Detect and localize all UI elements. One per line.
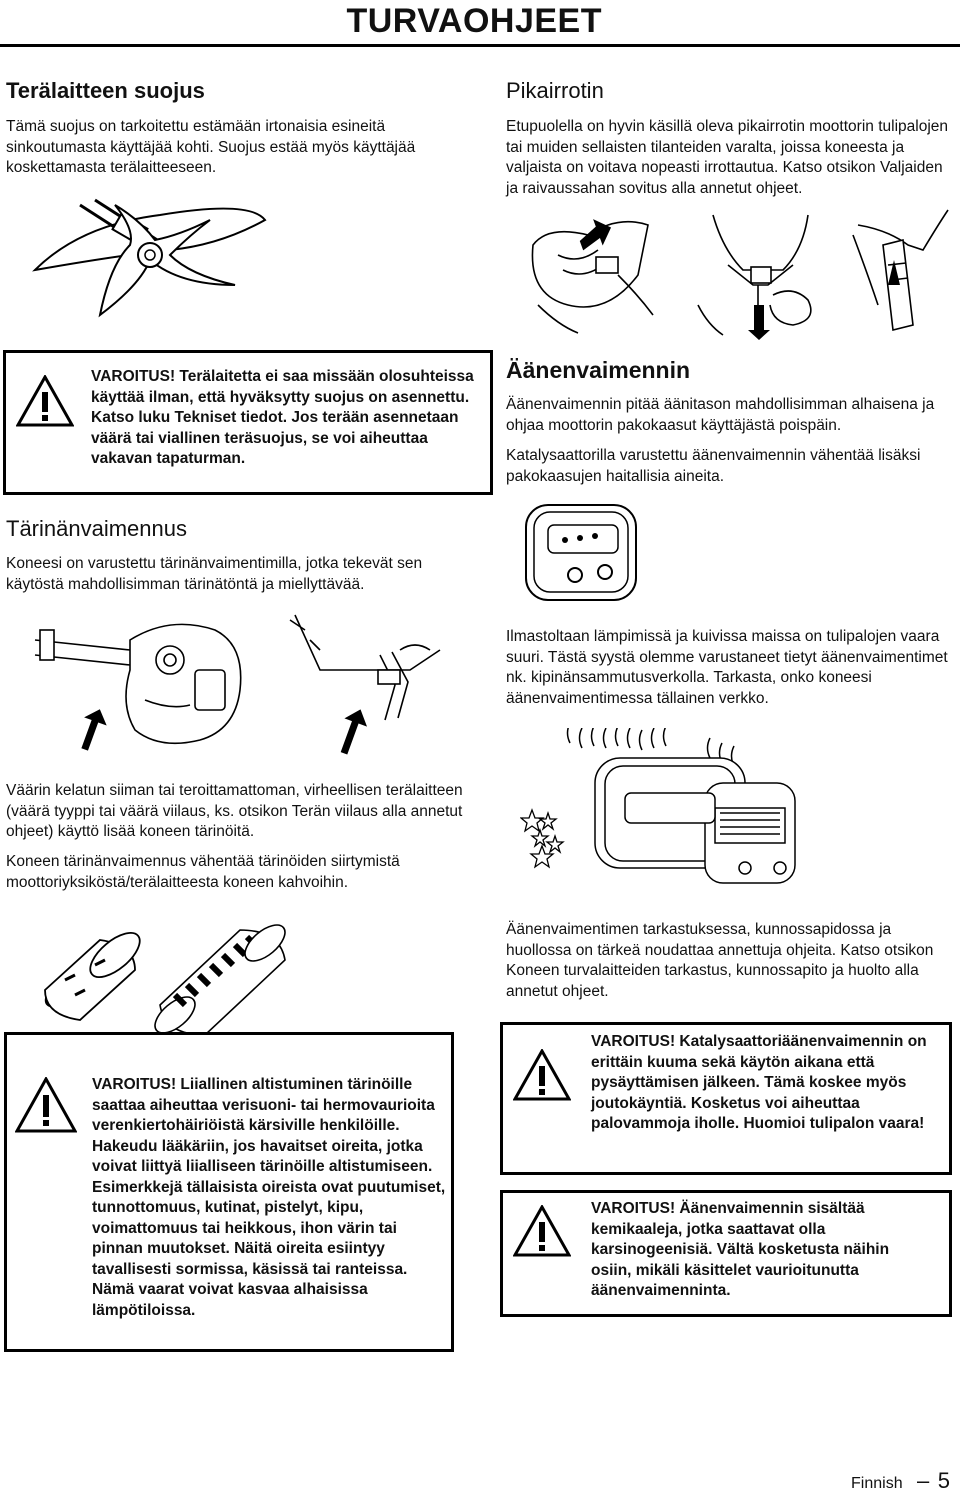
warning-icon — [16, 375, 74, 427]
vibration-title: Tärinänvaimennus — [6, 516, 187, 541]
warning-icon — [15, 1077, 77, 1133]
warning-lead: VAROITUS! — [591, 1200, 676, 1217]
muffler-illustration — [520, 500, 660, 610]
footer-dash: – — [917, 1468, 930, 1493]
warning-catalytic-text: Katalysaattoriäänenvaimennin on erittäin kuuma sekä käytön aikana että pysäyttämisen jälkeen. Tämä koskee myös joutokäyntiä. Kosketus voi aiheuttaa palovammoja iholle. Huomioi tulipalon vaara! — [591, 1033, 927, 1132]
blade-guard-illustration — [20, 195, 280, 325]
warning-vibration-text: Liiallinen altistuminen tärinöille saattaa aiheuttaa verisuoni- tai hermovaurioita verenkiertohäiriöistä kärsiville henkilöille. Hakeudu lääkäriin, jos havaitset oireita, jotka voivat liittyä liialliseen tärinöille altistumiseen. Esimerkkejä tällaisista oireista ovat puutumiset, tunnottomuus, kutinat, pistelyt, kipu, voimattomuus tai heikkous, ihon värin tai pinnan muutokset. Näitä oireita esiintyy tavallisesti sormissa, käsissä tai ranteissa. Nämä vaarat voivat kasvaa alhaisissa lämpötiloissa. — [92, 1076, 446, 1319]
muffler-text-3: Ilmastoltaan lämpimissä ja kuivissa maissa on tulipalojen vaara suuri. Tästä syystä olemme varustaneet tietyt äänenvaimentimet nk. kipinänsammutusverkolla. Tarkasta, onko koneesi äänenvaimentimessa tällainen verkko. — [506, 628, 948, 707]
warning-lead: VAROITUS! — [591, 1033, 676, 1050]
muffler-text-2: Katalysaattorilla varustettu äänenvaimennin vähentää lisäksi pakokaasujen haitallisia aineita. — [506, 447, 921, 485]
vibration-text-2: Väärin kelatun siiman tai teroittamattoman, virheellisen terälaitteen (väärä tyyppi tai väärä viilaus, ks. otsikon Terän viilaus alla annetut ohjeet) käyttö lisää koneen tärinöitä. — [6, 782, 463, 840]
vibration-dampers-illustration — [25, 905, 315, 1045]
vibration-damper-illustration — [20, 610, 460, 760]
warning-icon — [513, 1205, 571, 1257]
header-rule — [0, 44, 960, 47]
footer-language: Finnish — [851, 1475, 903, 1492]
muffler-text-1: Äänenvaimennin pitää äänitason mahdollisimman alhaisena ja ohjaa moottorin pakokaasut käyttäjästä poispäin. — [506, 396, 935, 434]
warning-chemicals-text: Äänenvaimennin sisältää kemikaaleja, jotka saattavat olla karsinogeenisiä. Vältä kosketusta näihin osiin, mikäli käsittelet vaurioitunutta äänenvaimenninta. — [591, 1200, 890, 1299]
blade-guard-title: Terälaitteen suojus — [6, 78, 205, 103]
spark-arrester-illustration — [520, 728, 820, 893]
page-footer — [851, 1468, 950, 1494]
warning-lead: VAROITUS! — [92, 1076, 177, 1093]
warning-blade-guard — [3, 350, 493, 495]
quick-release-illustration — [508, 205, 953, 340]
warning-catalytic-muffler — [500, 1022, 952, 1175]
vibration-text-3: Koneen tärinänvaimennus vähentää tärinöiden siirtymistä moottoriyksiköstä/terälaitteesta koneen kahvoihin. — [6, 853, 400, 891]
muffler-text-4: Äänenvaimentimen tarkastuksessa, kunnossapidossa ja huollossa on tärkeä noudattaa annettuja ohjeita. Katso otsikon Koneen turvalaitteiden tarkastus, kunnossapito ja huolto alla annetut ohjeet. — [506, 921, 934, 1000]
blade-guard-text: Tämä suojus on tarkoitettu estämään irtonaisia esineitä sinkoutumasta käyttäjää kohti. Suojus estää myös käyttäjää koskettamasta terälaitteeseen. — [6, 118, 416, 176]
warning-muffler-chemicals — [500, 1190, 952, 1317]
quick-release-text: Etupuolella on hyvin käsillä oleva pikairrotin moottorin tulipalojen tai muiden sellaisten tilanteiden varalta, joissa koneesta ja valjaista on voitava nopeasti irrottautua. Katso otsikon Valjaiden ja raivaussahan sovitus alla annetut ohjeet. — [506, 118, 948, 197]
page-title: TURVAOHJEET — [346, 2, 602, 40]
warning-vibration — [4, 1032, 454, 1352]
muffler-title: Äänenvaimennin — [506, 357, 691, 383]
page-number: 5 — [937, 1468, 950, 1493]
warning-lead: VAROITUS! — [91, 368, 176, 385]
warning-icon — [513, 1049, 571, 1101]
quick-release-title: Pikairrotin — [506, 78, 604, 103]
warning-blade-text: Terälaitetta ei saa missään olosuhteissa käyttää ilman, että hyväksytty suojus on asennettu. Katso luku Tekniset tiedot. Jos terään asennetaan väärä tai viallinen teräsuojus, se voi aiheuttaa vakavan tapaturman. — [91, 368, 474, 467]
vibration-text-1: Koneesi on varustettu tärinänvaimentimilla, jotka tekevät sen käytöstä mahdollisimman tärinätöntä ja miellyttävää. — [6, 555, 423, 593]
